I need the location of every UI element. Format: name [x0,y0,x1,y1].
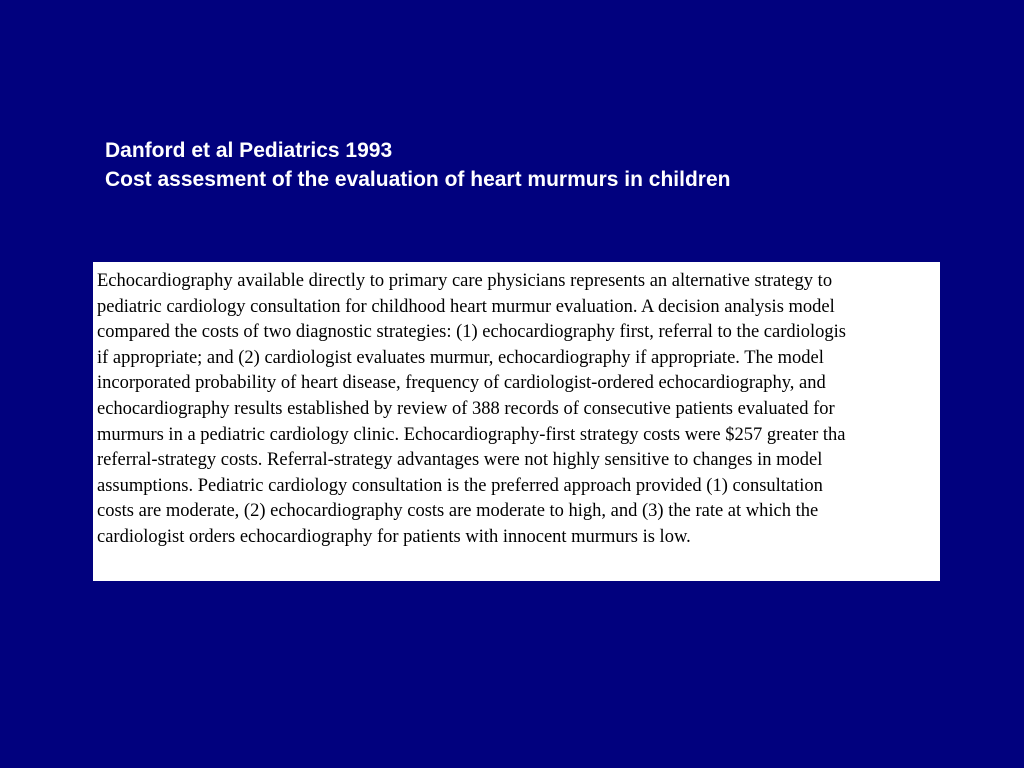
abstract-line: Echocardiography available directly to primary care physicians represents an alternative strategy to [97,271,833,291]
abstract-text [97,269,940,551]
abstract-line: compared the costs of two diagnostic strategies: (1) echocardiography first, referral to the cardiologis [97,322,846,343]
abstract-line: costs are moderate, (2) echocardiography costs are moderate to high, and (3) the rate at which the [97,501,819,522]
abstract-line: if appropriate; and (2) cardiologist evaluates murmur, echocardiography if appropriate. The model [97,347,824,368]
abstract-line: echocardiography results established by review of 388 records of consecutive patients evaluated for [97,398,835,419]
abstract-line: assumptions. Pediatric cardiology consultation is the preferred approach provided (1) consultation [97,475,823,496]
abstract-line: incorporated probability of heart disease, frequency of cardiologist-ordered echocardiography, and [97,373,826,394]
abstract-line: cardiologist orders echocardiography for patients with innocent murmurs is low. [97,526,691,547]
abstract-excerpt-box [93,262,940,581]
abstract-line: referral-strategy costs. Referral-strategy advantages were not highly sensitive to changes in model [97,450,823,471]
citation-title: Danford et al Pediatrics 1993 [105,139,393,162]
slide-heading [105,136,985,194]
abstract-line: murmurs in a pediatric cardiology clinic. Echocardiography-first strategy costs were $257 greater tha [97,424,846,445]
abstract-line: pediatric cardiology consultation for childhood heart murmur evaluation. A decision analysis model [97,296,835,317]
slide-subtitle: Cost assesment of the evaluation of heart murmurs in children [105,168,731,191]
